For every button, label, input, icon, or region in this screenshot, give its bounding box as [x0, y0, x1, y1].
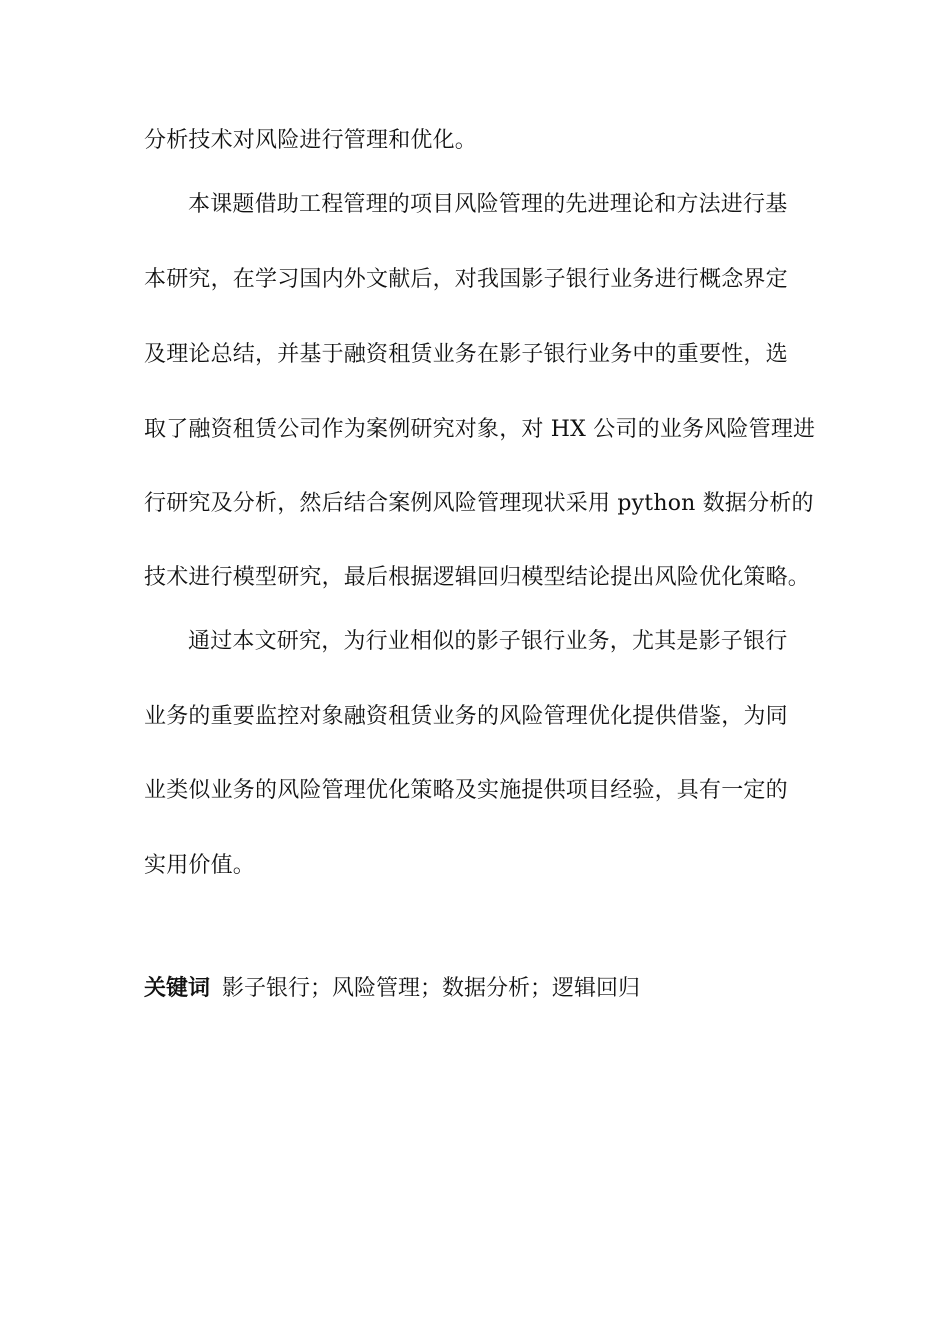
paragraph-2-line-2: 本研究，在学习国内外文献后，对我国影子银行业务进行概念界定 — [144, 267, 788, 292]
paragraph-3-line-2: 业务的重要监控对象融资租赁业务的风险管理优化提供借鉴，为同 — [144, 704, 788, 729]
paragraph-3-line-3: 业类似业务的风险管理优化策略及实施提供项目经验，具有一定的 — [144, 778, 788, 803]
paragraph-1-line-1: 分析技术对风险进行管理和优化。 — [144, 128, 478, 153]
paragraph-2-line-1: 本课题借助工程管理的项目风险管理的先进理论和方法进行基 — [188, 192, 788, 217]
paragraph-2-line-5: 行研究及分析，然后结合案例风险管理现状采用 python 数据分析的 — [144, 491, 814, 516]
paragraph-2-line-3: 及理论总结，并基于融资租赁业务在影子银行业务中的重要性，选 — [144, 342, 788, 367]
paragraph-3-line-1: 通过本文研究，为行业相似的影子银行业务，尤其是影子银行 — [188, 629, 788, 654]
keywords-text: 影子银行；风险管理；数据分析；逻辑回归 — [222, 976, 641, 1001]
keywords-label: 关键词 — [144, 976, 211, 1001]
paragraph-3-line-4: 实用价值。 — [144, 853, 256, 878]
paragraph-2-line-6: 技术进行模型研究，最后根据逻辑回归模型结论提出风险优化策略。 — [144, 565, 811, 590]
paragraph-2-line-4: 取了融资租赁公司作为案例研究对象，对 HX 公司的业务风险管理进 — [144, 417, 816, 442]
keywords-line — [144, 974, 640, 1004]
